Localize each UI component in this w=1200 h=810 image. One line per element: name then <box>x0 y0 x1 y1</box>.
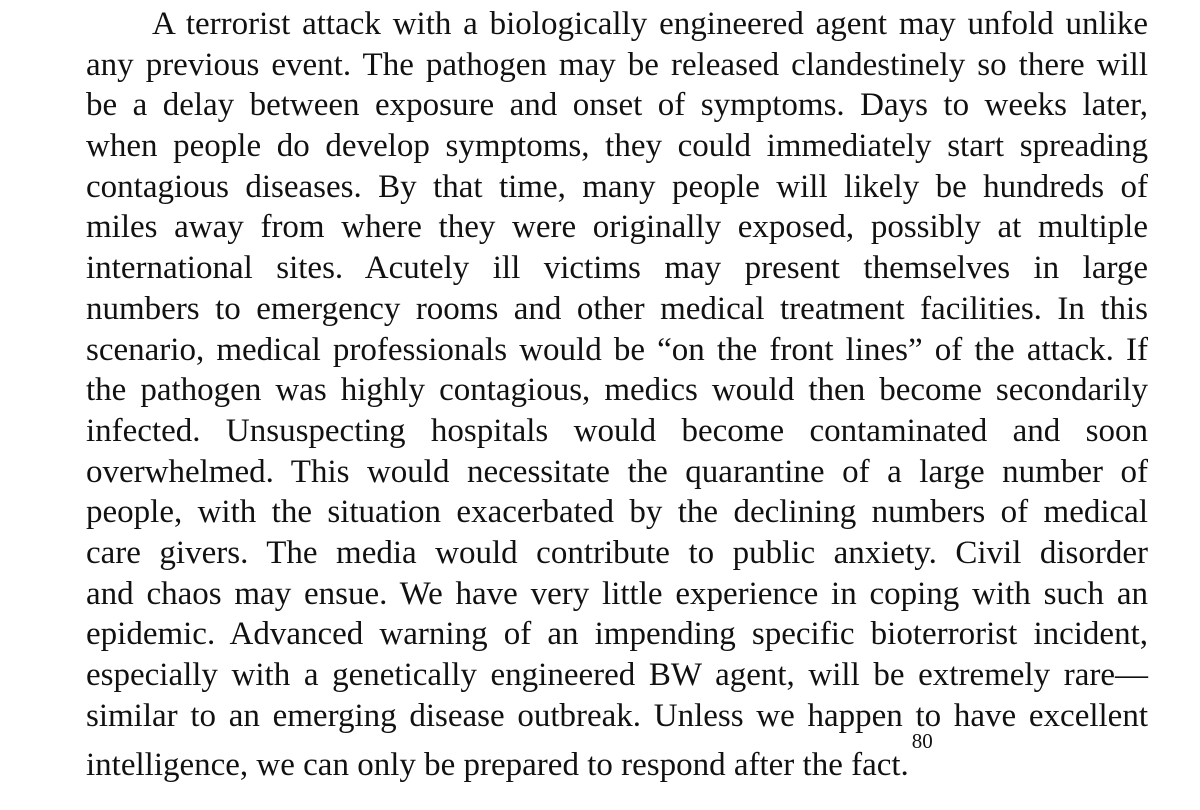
text-line: overwhelmed. This would necessitate the quarantine of a large number of <box>86 453 1148 490</box>
text-line: especially with a genetically engineered BW agent, will be extremely rare— <box>86 657 1148 693</box>
text-line: miles away from where they were originally exposed, possibly at multiple <box>86 209 1148 246</box>
last-line-text: intelligence, we can only be prepared to respond after the fact. <box>86 747 909 784</box>
text-line: people, with the situation exacerbated by the declining numbers of medical <box>86 494 1148 531</box>
text-line: any previous event. The pathogen may be released clandestinely so there will <box>86 46 1148 83</box>
text-line: similar to an emerging disease outbreak. Unless we happen to have excellent <box>86 697 1148 734</box>
text-line: care givers. The media would contribute to public anxiety. Civil disorder <box>86 534 1148 571</box>
text-line: infected. Unsuspecting hospitals would become contaminated and soon <box>86 412 1148 449</box>
text-line: A terrorist attack with a biologically engineered agent may unfold unlike <box>152 6 1148 42</box>
text-line: the pathogen was highly contagious, medics would then become secondarily <box>86 372 1148 409</box>
text-line: numbers to emergency rooms and other medical treatment facilities. In this <box>86 290 1148 327</box>
text-line: when people do develop symptoms, they could immediately start spreading <box>86 128 1148 165</box>
text-line: contagious diseases. By that time, many people will likely be hundreds of <box>86 168 1148 205</box>
text-line-last <box>86 729 1148 784</box>
text-line: scenario, medical professionals would be “on the front lines” of the attack. If <box>86 331 1148 368</box>
text-line: be a delay between exposure and onset of symptoms. Days to weeks later, <box>86 87 1148 124</box>
text-line: epidemic. Advanced warning of an impending specific bioterrorist incident, <box>86 616 1148 653</box>
footnote-reference[interactable]: 80 <box>911 729 933 754</box>
text-line: international sites. Acutely ill victims may present themselves in large <box>86 250 1148 287</box>
body-paragraph <box>86 4 1148 784</box>
text-line: and chaos may ensue. We have very little experience in coping with such an <box>86 575 1148 612</box>
